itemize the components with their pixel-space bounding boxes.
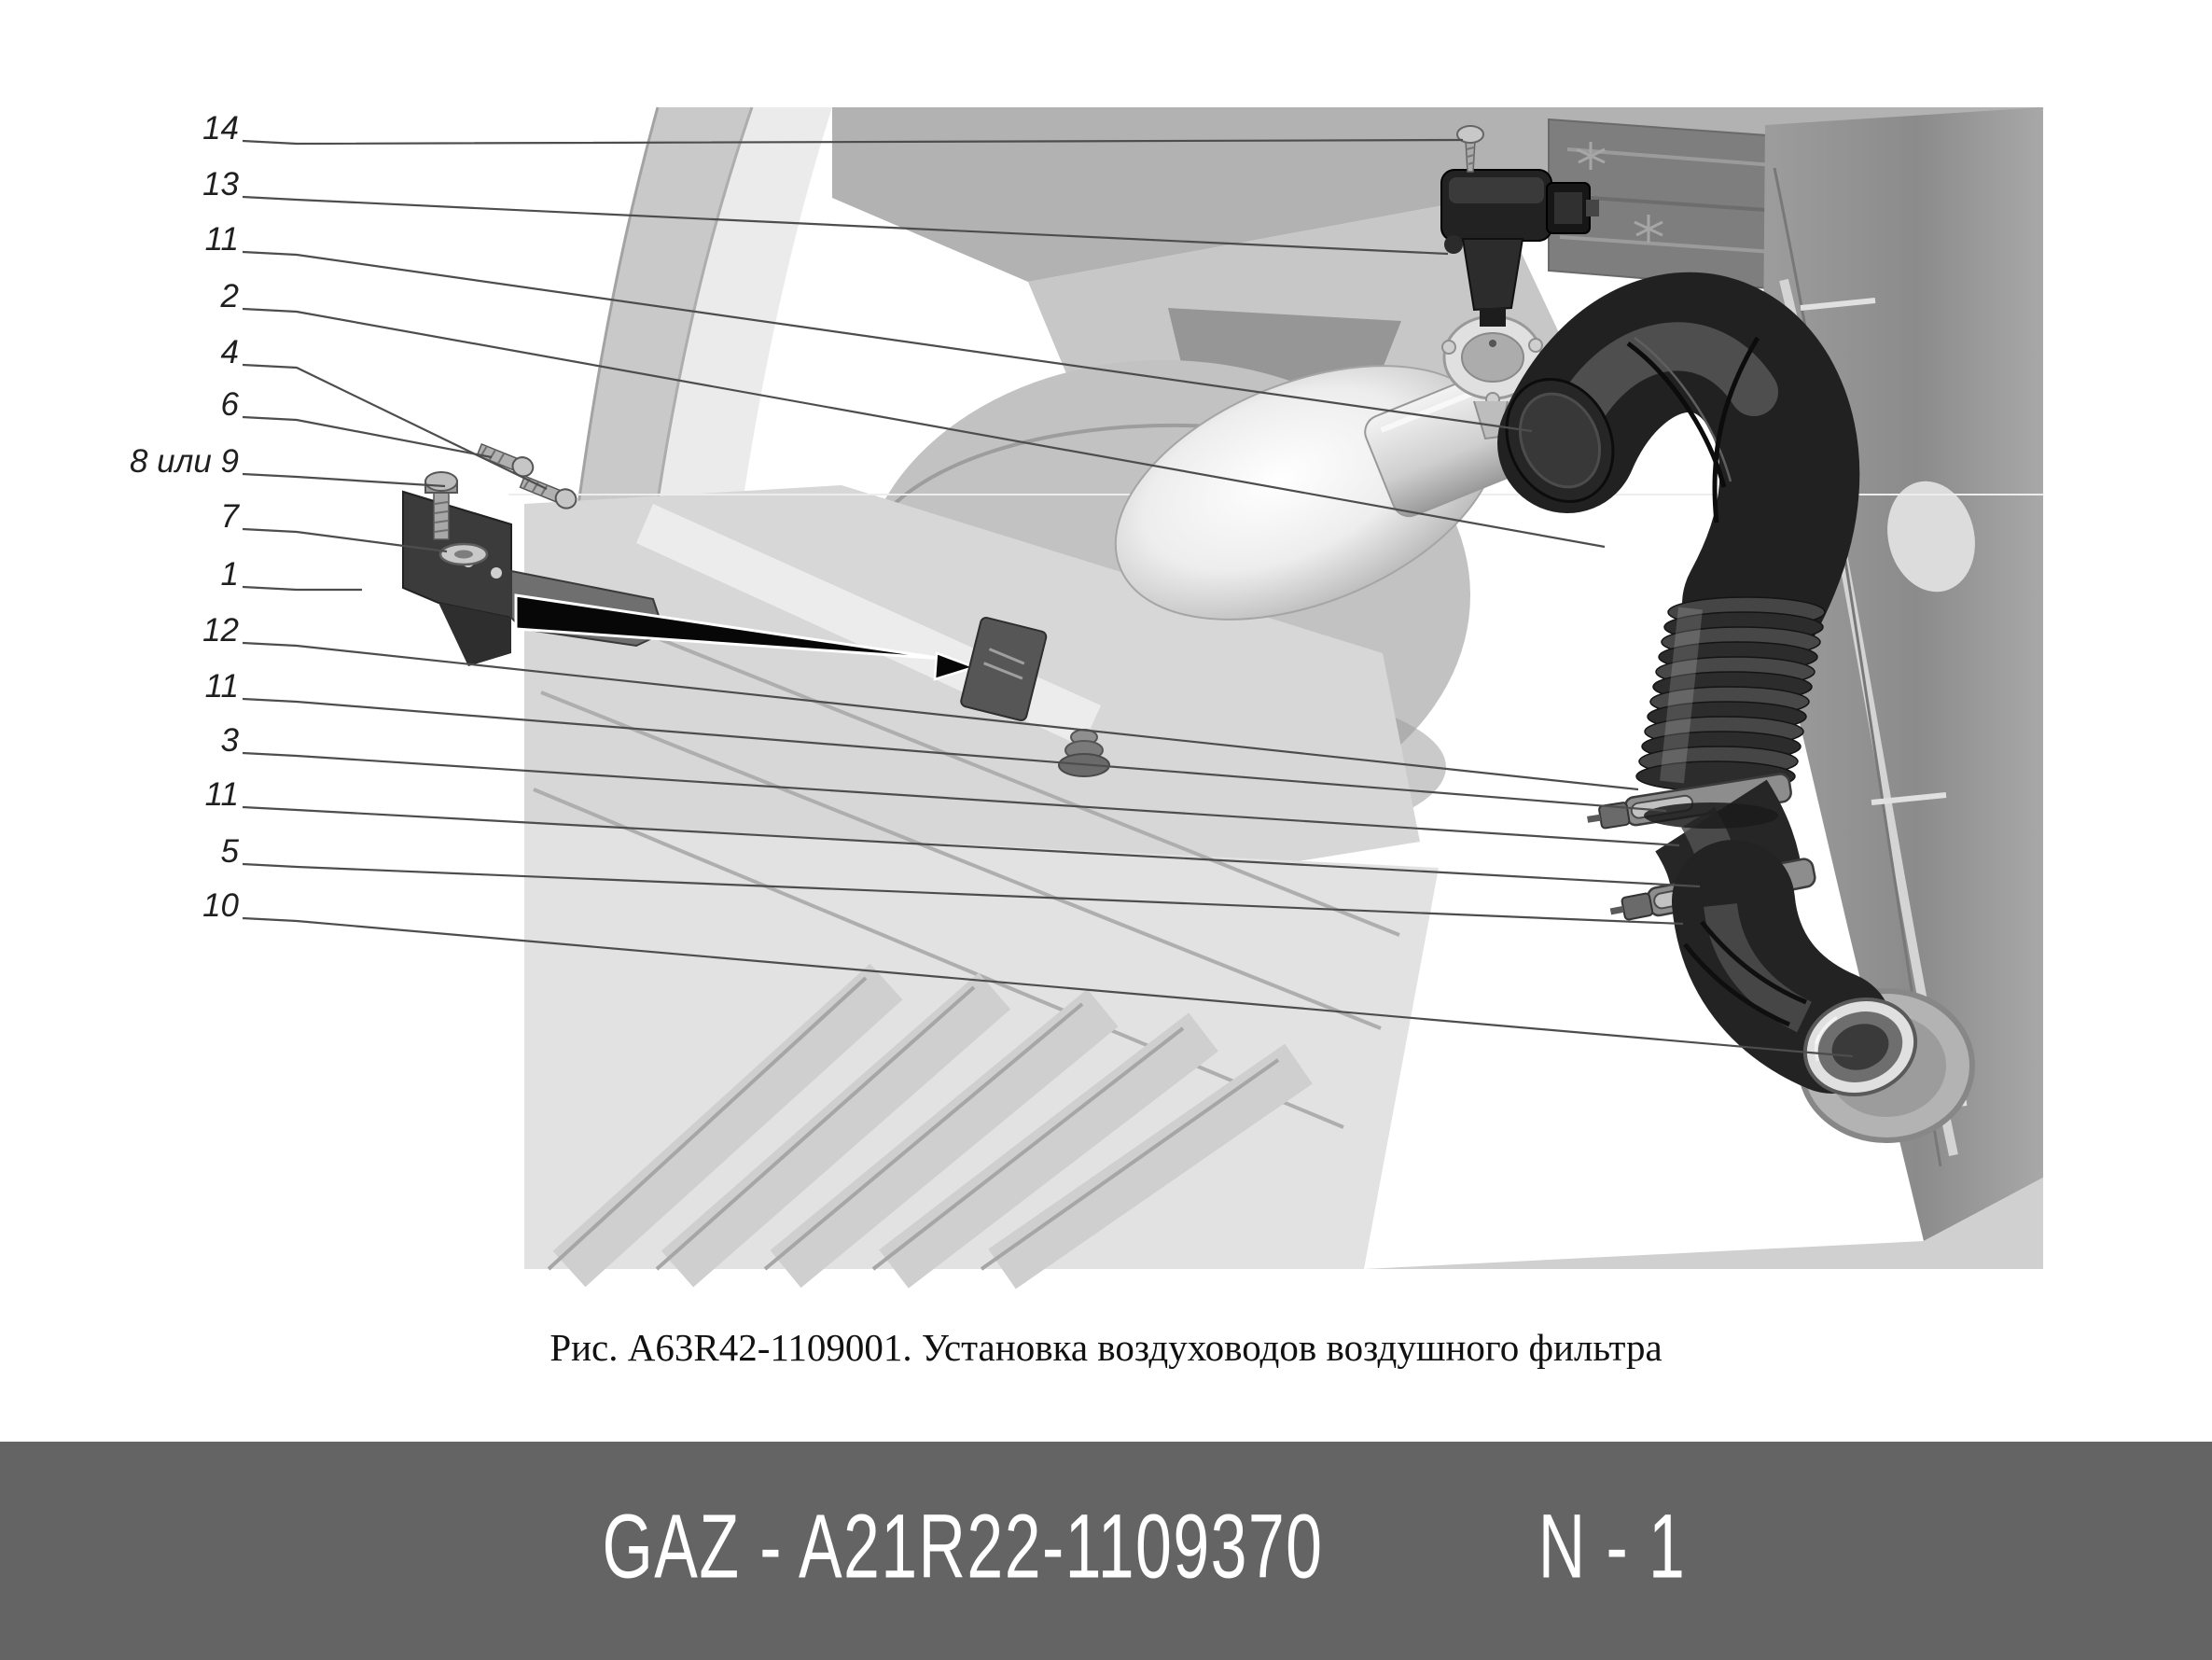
callout-leader-line <box>243 365 547 489</box>
callout-label-2: 2 <box>220 278 239 314</box>
footer-page-label: N - 1 <box>1537 1495 1687 1597</box>
callout-label-1: 1 <box>220 556 239 593</box>
footer-part-number: GAZ - A21R22-1109370 <box>602 1495 1324 1597</box>
washer <box>440 544 487 565</box>
air-duct-corrugation <box>1636 597 1825 791</box>
footer-bar <box>0 1442 2212 1660</box>
callout-label-13: 13 <box>202 166 239 202</box>
callout-leader-line <box>243 587 362 590</box>
callout-label-14: 14 <box>202 110 239 146</box>
callout-label-7: 7 <box>220 498 239 535</box>
callout-label-11: 11 <box>204 668 239 704</box>
air-duct-upper <box>1487 338 1790 605</box>
callout-label-6: 6 <box>220 386 239 423</box>
callout-label-11: 11 <box>204 221 239 258</box>
callout-label-4: 4 <box>220 334 239 370</box>
figure-caption: Рис. А63R42-1109001. Установка воздуховодов воздушного фильтра <box>550 1326 1662 1369</box>
callout-label-3: 3 <box>220 722 239 759</box>
callout-label-10: 10 <box>202 887 239 924</box>
callout-label-8-или-9: 8 или 9 <box>129 443 239 480</box>
callout-label-12: 12 <box>202 612 239 649</box>
callout-label-11: 11 <box>204 776 239 813</box>
callout-leader-line <box>243 474 445 486</box>
callout-leader-line <box>243 417 492 457</box>
callout-label-5: 5 <box>220 833 239 870</box>
